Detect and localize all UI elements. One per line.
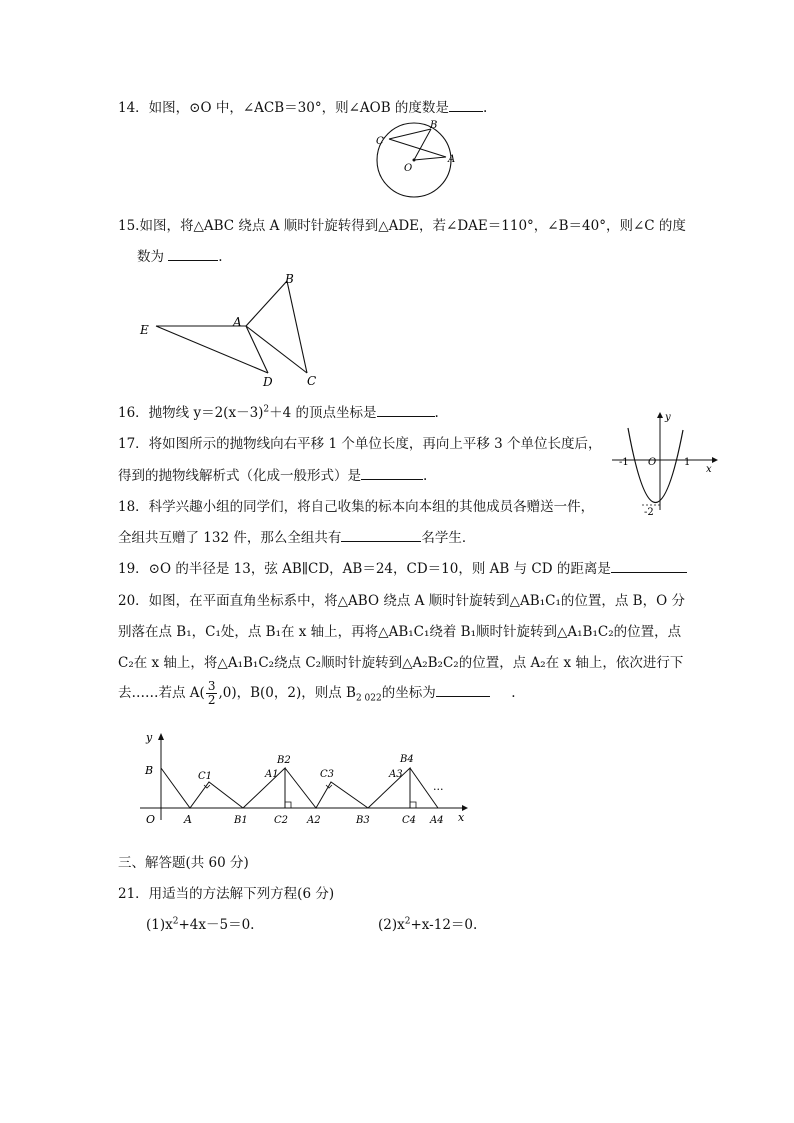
q21-p2-post: +x-12＝0. [410,917,478,933]
parabola-figure [608,408,720,518]
segment-bc [287,281,307,373]
label-o: O [648,457,657,468]
q15-end: . [218,249,223,265]
q20-sub: 2 022 [355,693,382,704]
q15-answer-blank[interactable] [168,247,218,261]
q20-line2: 别落在点 B₁，C₁处，点 B₁在 x 轴上，再将△AB₁C₁绕着 B₁顺时针旋转到△A₁B₁C₂的位置，点 [118,624,682,640]
q17-line1: 17．将如图所示的抛物线向右平移 1 个单位长度，再向上平移 3 个单位长度后， [118,436,602,452]
label-a1: A1 [265,769,279,780]
question-18 [118,495,594,515]
q16-post: ＋4 的顶点坐标是 [269,405,377,421]
q19-text: 19．⊙O 的半径是 13，弦 AB∥CD，AB＝24，CD＝10，则 AB 与 CD 的距离是 [118,561,611,577]
label-a3: A3 [389,769,403,780]
q20-line4-c: 的坐标为 [381,685,436,701]
q18-line1: 18．科学兴趣小组的同学们，将自己收集的标本向本组的其他成员各赠送一件， [118,499,595,515]
right-angle-c4 [410,802,416,808]
question-17-cont [118,464,427,484]
q20-line4-b: ,0)，B(0，2)，则点 B [218,685,356,701]
label-b: B [430,120,438,131]
label-y: y [665,412,671,423]
label-neg2: -2 [644,507,654,518]
question-14 [118,96,487,116]
question-15 [118,214,686,234]
y-axis-arrow [158,733,164,740]
q17-line2: 得到的抛物线解析式（化成一般形式）是 [118,468,361,484]
question-21 [118,882,334,902]
label-y: y [146,731,153,744]
q21-p1-pre: (1)x [146,917,173,933]
label-a: A [448,154,456,165]
q19-answer-blank[interactable] [611,559,687,573]
center-point [413,159,416,162]
question-20-line2 [118,620,681,640]
label-c3: C3 [320,769,335,780]
right-angle-c2 [285,802,291,808]
label-ellipsis: ... [433,780,444,793]
section-3-title [118,851,249,871]
label-c4: C4 [402,815,417,826]
q21-p2-sup: 2 [404,916,411,927]
triangles-figure [135,268,325,392]
question-18-cont [118,526,475,546]
q17-end: . [423,468,428,484]
q15-line2: 数为 [137,249,164,265]
q14-answer-blank[interactable] [449,98,483,112]
label-c1: C1 [198,771,213,782]
q14-text: 14．如图，⊙O 中，∠ACB＝30°，则∠AOB 的度数是 [118,100,449,116]
y-axis-arrow [657,412,663,418]
q21-p2-pre: (2)x [378,917,405,933]
label-1: 1 [684,457,691,468]
q20-line4-a: 去……若点 A( [118,685,205,701]
circle-figure [370,118,465,200]
q18-answer-blank[interactable] [341,528,421,542]
q21-part2 [378,913,477,933]
chain-2a [243,768,285,808]
q14-end: . [482,100,488,116]
q20-line3: C₂在 x 轴上，将△A₁B₁C₂绕点 C₂顺时针旋转到△A₂B₂C₂的位置，点 A₂在 x 轴上，依次进行下 [118,655,684,671]
segment-cb [389,129,431,139]
label-b3: B3 [356,815,370,826]
q18-line2: 全组共互赠了 132 件，那么全组共有 [118,530,342,546]
q15-line1: 15.如图，将△ABC 绕点 A 顺时针旋转得到△ADE，若∠DAE＝110°，∠B＝40°，则∠C 的度 [118,218,686,234]
label-neg1: -1 [619,457,629,468]
segment-oa [414,157,446,160]
frac-den: 2 [207,693,216,707]
label-c: C [376,136,384,147]
q16-pre: 16．抛物线 y＝2(x－3) [118,405,264,421]
label-b: B [145,764,154,777]
fraction-3-2 [206,680,218,707]
question-16 [118,401,439,421]
label-a: A [184,813,192,826]
x-axis-arrow [712,457,718,463]
question-20-line4 [118,680,515,707]
label-b1: B1 [234,815,248,826]
segment-ob [414,129,431,160]
q18-end: 名学生． [421,530,476,546]
q16-end: . [434,405,439,421]
rotation-figure [140,728,480,828]
label-x: x [706,464,712,475]
label-b: B [285,272,294,286]
question-15-cont [137,245,223,265]
segment-ab [246,281,287,326]
segment-ed [156,326,268,373]
q21-p1-sup: 2 [172,916,179,927]
frac-num: 3 [207,679,216,693]
label-d: D [263,375,273,389]
label-e: E [140,323,149,337]
q20-end: . [511,685,516,701]
label-b2: B2 [277,755,291,766]
question-17 [118,432,602,452]
q21-title: 21．用适当的方法解下列方程(6 分) [118,886,335,902]
label-c2: C2 [274,815,289,826]
label-c: C [307,374,317,388]
label-a2: A2 [307,815,321,826]
section-3-title-text: 三、解答题(共 60 分) [118,855,249,871]
label-o: O [146,813,156,826]
q21-p1-post: +4x－5＝0. [178,917,255,933]
q21-part1 [146,913,254,933]
label-x: x [458,811,465,824]
segment-ad [246,326,268,373]
question-20-line3 [118,651,683,671]
q16-answer-blank[interactable] [377,403,435,417]
label-a4: A4 [430,815,444,826]
question-19 [118,557,687,577]
label-b4: B4 [400,754,414,765]
question-20-line1 [118,589,685,609]
q16-sup: 2 [263,404,270,415]
q20-answer-blank[interactable] [436,683,490,697]
label-o: O [404,163,413,174]
q17-answer-blank[interactable] [361,466,423,480]
label-a: A [233,315,242,329]
q20-line1: 20．如图，在平面直角坐标系中，将△ABO 绕点 A 顺时针旋转到△AB₁C₁的位置，点 B，O 分 [118,593,685,609]
